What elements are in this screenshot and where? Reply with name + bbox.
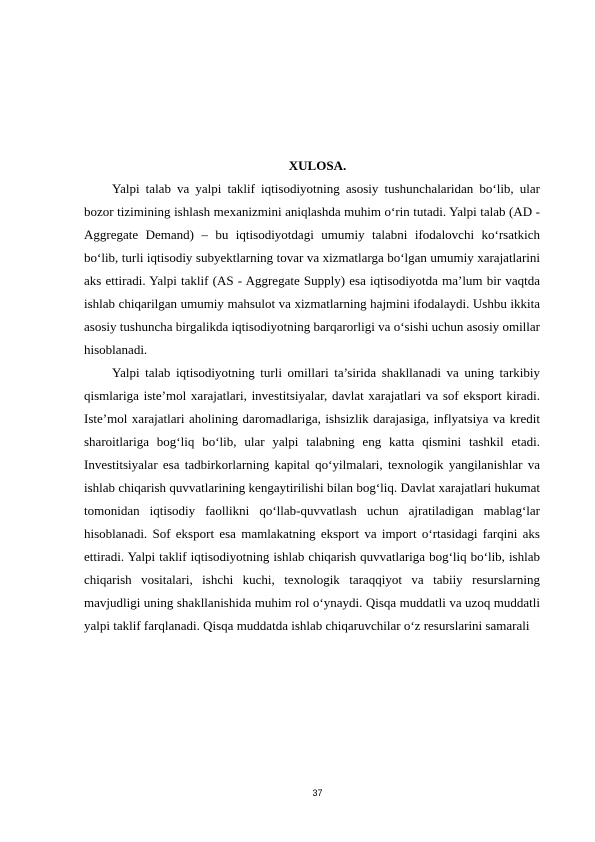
- page-number: 37: [312, 788, 323, 798]
- paragraph-1: Yalpi talab va yalpi taklif iqtisodiyotning asosiy tushunchalaridan bo‘lib, ular bozor tizimining ishlash mexanizmini aniqlashda muhim o‘rin tutadi. Yalpi talab (AD - Aggregate Demand) – bu iqtisodiyotdagi umumiy talabni ifodalovchi ko‘rsatkich bo‘lib, turli iqtisodiy subyektlarning tovar va xizmatlarga bo‘lgan umumiy xarajatlarini aks ettiradi. Yalpi taklif (AS - Aggregate Supply) esa iqtisodiyotda ma’lum bir vaqtda ishlab chiqarilgan umumiy mahsulot va xizmatlarning hajmini ifodalaydi. Ushbu ikkita asosiy tushuncha birgalikda iqtisodiyotning barqarorligi va o‘sishi uchun asosiy omillar hisoblanadi.: [84, 181, 540, 357]
- body-text: [84, 177, 540, 637]
- section-heading: XULOSA.: [288, 158, 347, 173]
- paragraph-2: Yalpi talab iqtisodiyotning turli omillari ta’sirida shakllanadi va uning tarkibiy qismlariga iste’mol xarajatlari, investitsiyalar, davlat xarajatlari va sof eksport kiradi. Iste’mol xarajatlari aholining daromadlariga, ishsizlik darajasiga, inflyatsiya va kredit sharoitlariga bog‘liq bo‘lib, ular yalpi talabning eng katta qismini tashkil etadi. Investitsiyalar esa tadbirkorlarning kapital qo‘yilmalari, texnologik yangilanishlar va ishlab chiqarish quvvatlarining kengaytirilishi bilan bog‘liq. Davlat xarajatlari hukumat tomonidan iqtisodiy faollikni qo‘llab-quvvatlash uchun ajratiladigan mablag‘lar hisoblanadi. Sof eksport esa mamlakatning eksport va import o‘rtasidagi farqini aks ettiradi. Yalpi taklif iqtisodiyotning ishlab chiqarish quvvatlariga bog‘liq bo‘lib, ishlab chiqarish vositalari, ishchi kuchi, texnologik taraqqiyot va tabiiy resurslarning mavjudligi uning shakllanishida muhim rol o‘ynaydi. Qisqa muddatli va uzoq muddatli yalpi taklif farqlanadi. Qisqa muddatda ishlab chiqaruvchilar o‘z resurslarini samarali: [84, 365, 540, 633]
